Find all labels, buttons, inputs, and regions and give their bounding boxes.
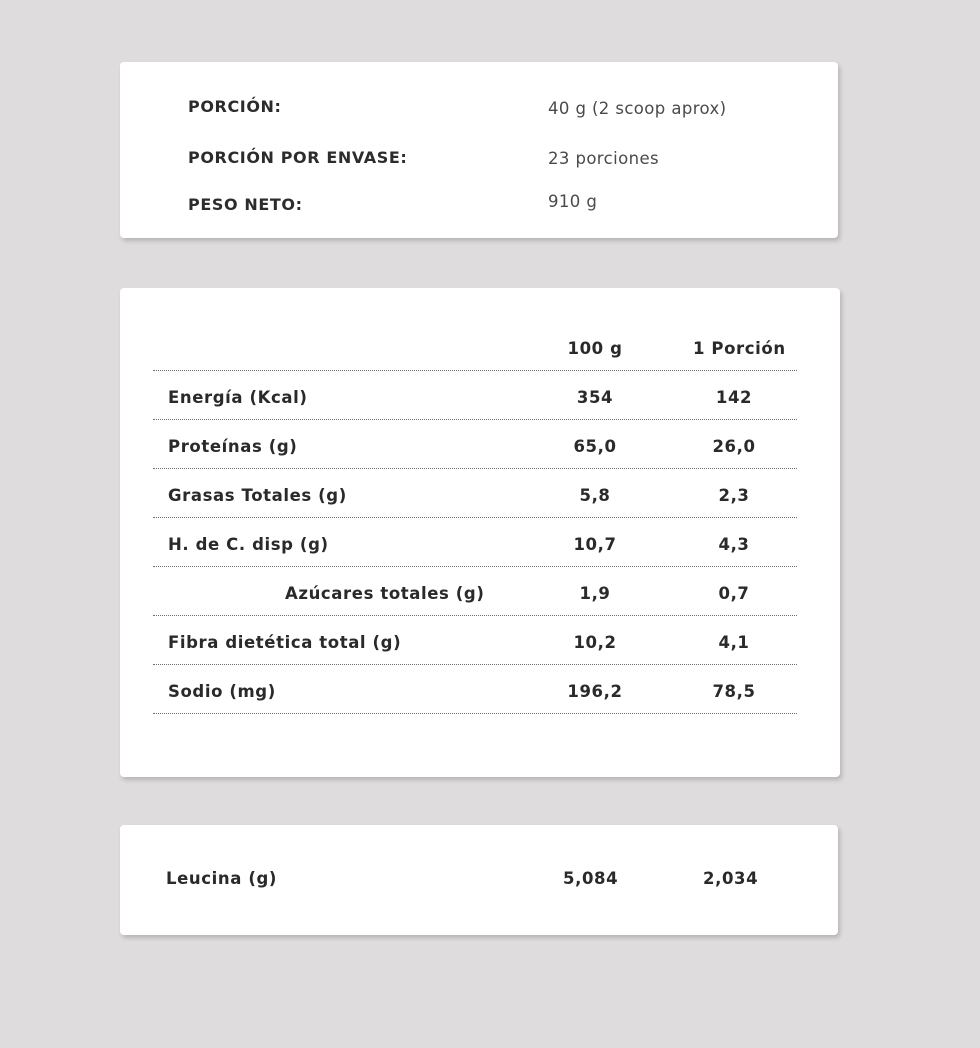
value-per-100g: 196,2 <box>567 682 623 701</box>
servings-per-container-value: 23 porciones <box>548 149 659 168</box>
amino-value-per-100g: 5,084 <box>563 869 619 888</box>
table-row <box>153 469 797 518</box>
table-row <box>153 420 797 469</box>
value-per-portion: 78,5 <box>712 682 756 701</box>
value-per-100g: 354 <box>576 388 614 407</box>
value-per-100g: 5,8 <box>579 486 611 505</box>
table-row <box>153 665 797 714</box>
table-row <box>153 616 797 665</box>
table-row <box>153 518 797 567</box>
value-per-portion: 0,7 <box>718 584 750 603</box>
header-per-100g: 100 g <box>567 339 623 358</box>
value-per-portion: 142 <box>715 388 753 407</box>
amino-name: Leucina (g) <box>166 869 278 888</box>
nutrition-table-card <box>120 288 840 777</box>
nutrient-name: Fibra dietética total (g) <box>168 633 402 652</box>
nutrient-name: Proteínas (g) <box>168 437 298 456</box>
serving-size-label: PORCIÓN: <box>188 97 282 116</box>
value-per-portion: 26,0 <box>712 437 756 456</box>
value-per-portion: 4,1 <box>718 633 750 652</box>
nutrient-name: H. de C. disp (g) <box>168 535 329 554</box>
net-weight-value: 910 g <box>548 192 598 211</box>
serving-size-value: 40 g (2 scoop aprox) <box>548 99 727 118</box>
value-per-portion: 2,3 <box>718 486 750 505</box>
serving-info-card <box>120 62 838 238</box>
amino-value-per-portion: 2,034 <box>703 869 759 888</box>
nutrient-name: Energía (Kcal) <box>168 388 308 407</box>
nutrient-name: Sodio (mg) <box>168 682 276 701</box>
servings-per-container-label: PORCIÓN POR ENVASE: <box>188 148 408 167</box>
nutrient-name: Grasas Totales (g) <box>168 486 347 505</box>
net-weight-label: PESO NETO: <box>188 195 303 214</box>
amino-acid-card <box>120 825 838 935</box>
value-per-portion: 4,3 <box>718 535 750 554</box>
value-per-100g: 10,2 <box>573 633 617 652</box>
nutrition-table-header <box>153 325 797 371</box>
nutrient-name: Azúcares totales (g) <box>285 584 485 603</box>
table-row <box>153 371 797 420</box>
value-per-100g: 10,7 <box>573 535 617 554</box>
header-per-portion: 1 Porción <box>693 339 786 358</box>
table-row <box>153 567 797 616</box>
value-per-100g: 1,9 <box>579 584 611 603</box>
value-per-100g: 65,0 <box>573 437 617 456</box>
